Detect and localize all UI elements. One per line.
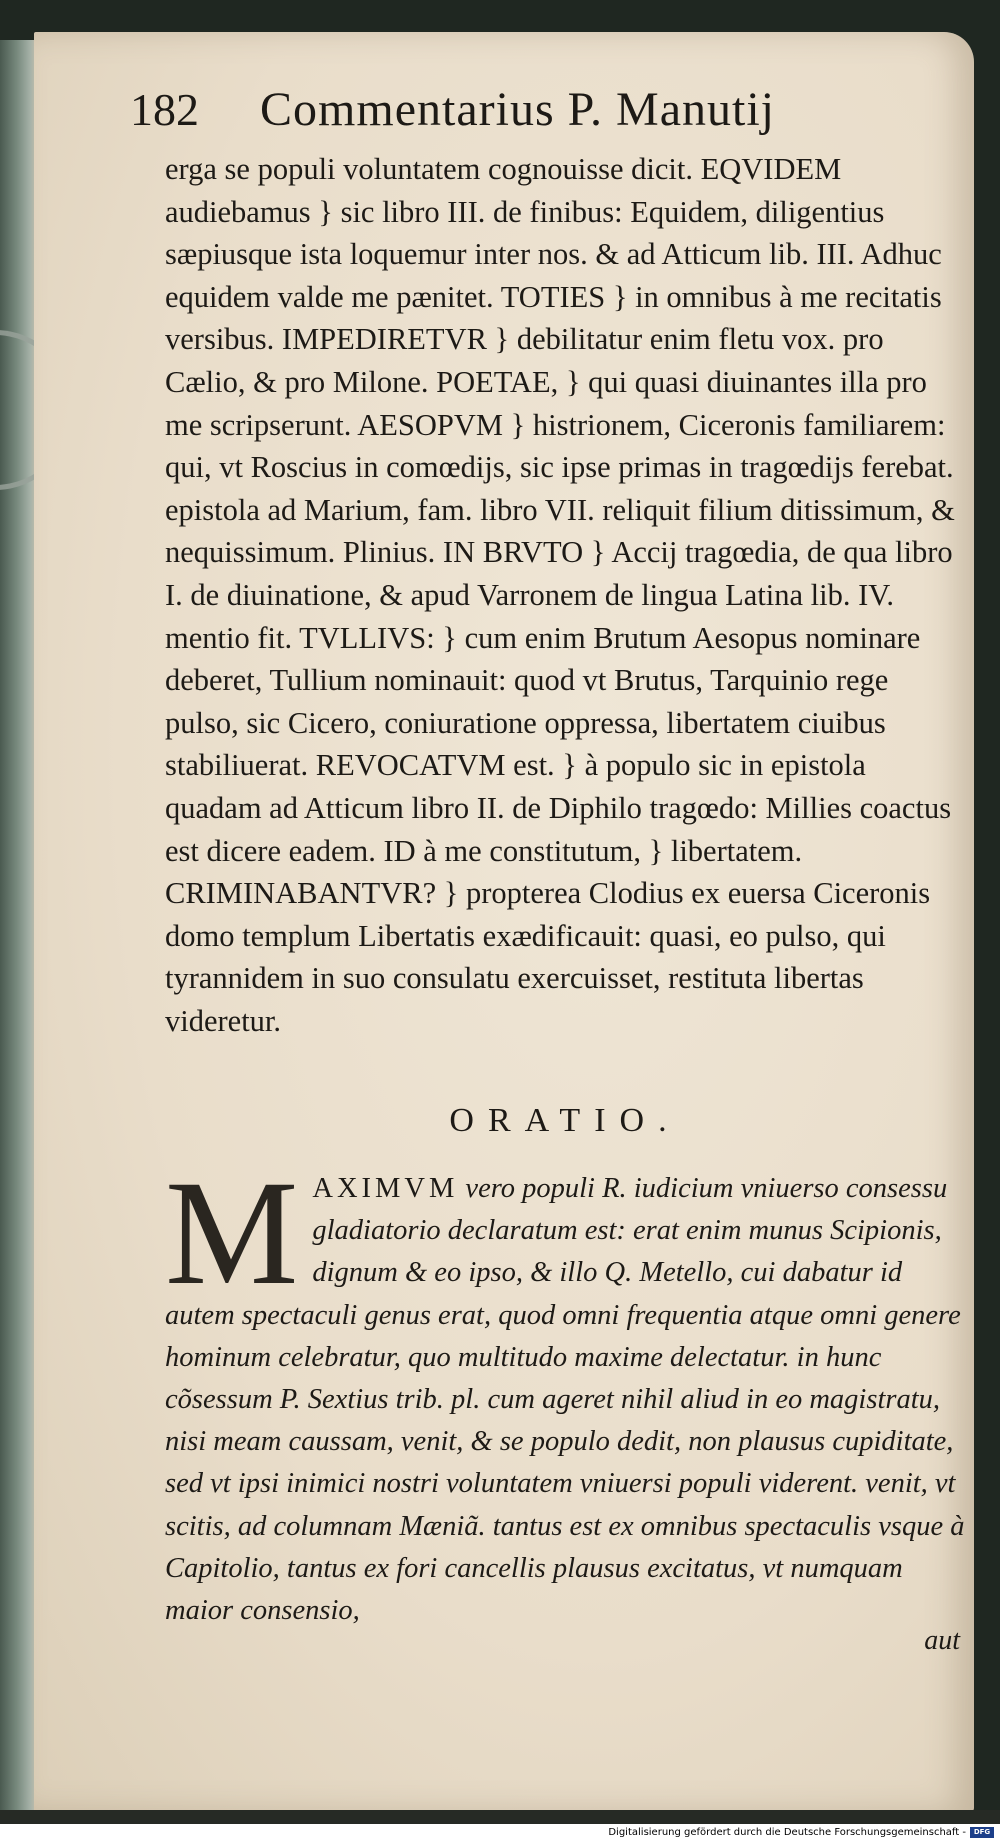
running-title: Commentarius P. Manutij bbox=[260, 83, 775, 136]
oration-block bbox=[165, 1150, 965, 1632]
dfg-logo-icon: DFG bbox=[970, 1827, 994, 1838]
book-edge bbox=[0, 40, 38, 1810]
commentary-block bbox=[165, 148, 965, 1042]
page-header bbox=[130, 82, 920, 137]
oration-heading: ORATIO. bbox=[449, 1102, 681, 1139]
catchword: aut bbox=[924, 1625, 960, 1656]
oration-lead-word: AXIMVM bbox=[312, 1173, 459, 1204]
page-number: 182 bbox=[130, 84, 199, 135]
footer-credit-bar bbox=[0, 1824, 1000, 1841]
commentary-paragraph: erga se populi voluntatem cognouisse dicit. EQVIDEM audiebamus } sic libro III. de finibus: Equidem, diligentius sæpiusque ista loquemur inter nos. & ad Atticum lib. III. Adhuc equidem valde me pænitet. TOTIES } in omnibus à me recitatis versibus. IMPEDIRETVR } debilitatur enim fletu vox. pro Cælio, & pro Milone. POETAE, } qui quasi diuinantes illa pro me scripserunt. AESOPVM } histrionem, Ciceronis familiarem: qui, vt Roscius in comœdijs, sic ipse primas in tragœdijs ferebat. epistola ad Marium, fam. libro VII. reliquit filium ditissimum, & nequissimum. Plinius. IN BRVTO } Accij tragœdia, de qua libro I. de diuinatione, & apud Varronem de lingua Latina lib. IV. mentio fit. TVLLIVS: } cum enim Brutum Aesopus nominare deberet, Tullium nominauit: quod vt Brutus, Tarquinio rege pulso, sic Cicero, coniuratione oppressa, libertatem ciuibus stabiliuerat. REVOCATVM est. } à populo sic in epistola quadam ad Atticum libro II. de Diphilo tragœdo: Millies coactus est dicere eadem. ID à me constitutum, } libertatem. CRIMINABANTVR? } propterea Clodius ex euersa Ciceronis domo templum Libertatis exædificauit: quasi, eo pulso, qui tyrannidem in suo consulatu exercuisset, restituta libertas videretur. bbox=[165, 152, 955, 1038]
footer-credit: Digitalisierung gefördert durch die Deutsche Forschungsgemeinschaft - bbox=[608, 1827, 966, 1838]
oration-text: vero populi R. iudicium vniuerso consessu gladiatorio declaratum est: erat enim munus Scipionis, dignum & eo ipso, & illo Q. Metello, cui dabatur id autem spectaculi genus erat, quod omni frequentia atque omni genere hominum celebratur, quo multitudo maxime delectatur. in hunc cõsessum P. Sextius trib. pl. cum ageret nihil aliud in eo magistratu, nisi meam caussam, venit, & se populo dedit, non plausus cupiditate, sed vt ipsi inimici nostri voluntatem vniuersi populi viderent. venit, vt scitis, ad columnam Mæniã. tantus est ex omnibus spectaculis vsque à Capitolio, tantus ex fori cancellis plausus excitatus, vt numquam maior consensio, bbox=[165, 1173, 965, 1627]
drop-capital: M bbox=[165, 1150, 299, 1316]
page-bottom-shadow bbox=[0, 1810, 1000, 1824]
